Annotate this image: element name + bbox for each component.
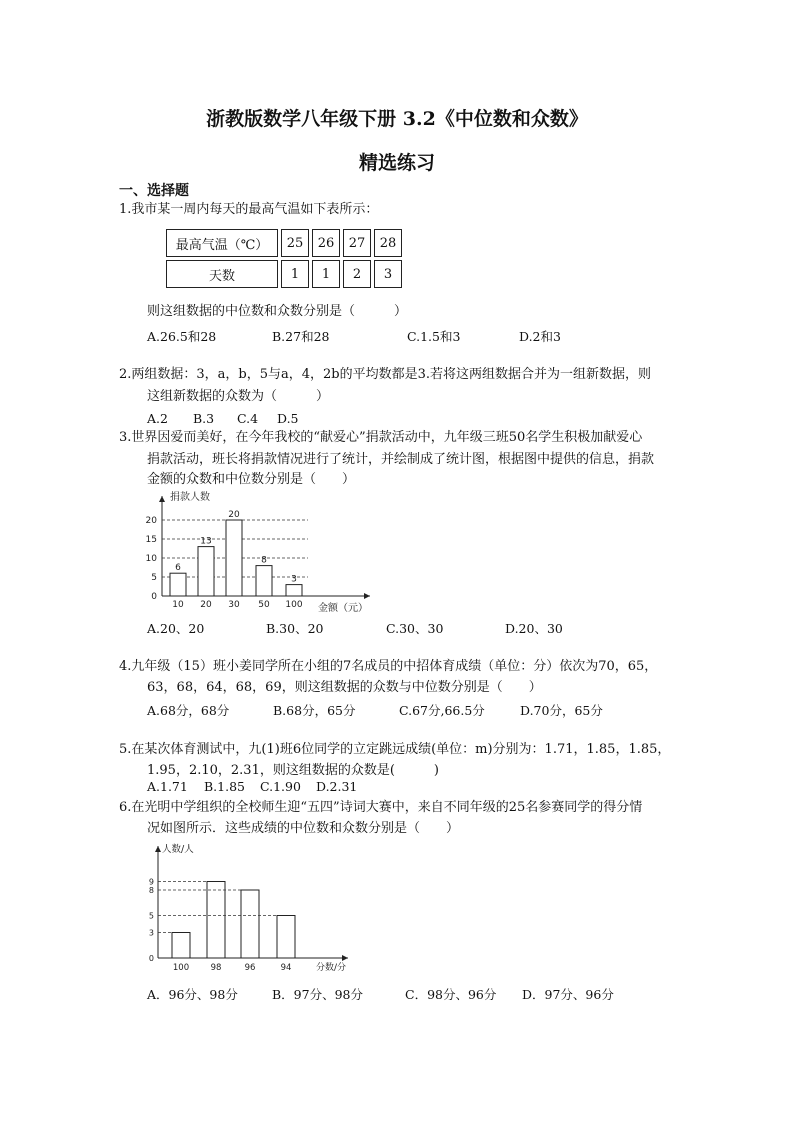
q3-line-2: 捐款活动，班长将捐款情况进行了统计，并绘制成了统计图，根据图中提供的信息，捐款	[147, 452, 655, 467]
table-row	[166, 260, 402, 288]
bar	[226, 520, 242, 596]
y-tick-label: 9	[148, 877, 154, 887]
q6-line-1: 6.在光明中学组织的全校师生迎“五四”诗词大赛中，来自不同年级的25名参赛同学的得分情	[119, 800, 643, 815]
q6-line-2: 况如图所示．这些成绩的中位数和众数分别是（ ）	[147, 821, 460, 836]
q4-line-1: 4.九年级（15）班小姜同学所在小组的7名成员的中招体育成绩（单位：分）依次为70，65，	[119, 659, 658, 674]
y-tick-label: 8	[148, 886, 154, 895]
y-tick-label: 20	[145, 516, 157, 526]
q3-option-a: A.20、20	[147, 621, 205, 636]
q3-line-1: 3.世界因爱而美好，在今年我校的“献爱心”捐款活动中，九年级三班50名学生积极加献爱心	[119, 430, 643, 445]
table-cell: 1	[312, 260, 340, 288]
q4-option-c: C.67分,66.5分	[399, 703, 485, 718]
bar	[172, 933, 190, 959]
bar	[277, 916, 295, 959]
bar-value-label: 20	[228, 510, 240, 520]
y-tick-label: 0	[148, 954, 154, 963]
document-subtitle: 精选练习	[358, 152, 435, 174]
x-tick-label: 20	[200, 600, 212, 610]
q5-line-1: 5.在某次体育测试中，九(1)班6位同学的立定跳远成绩(单位：m)分别为：1.71，1.85，1.85，	[119, 742, 671, 757]
q2-line-2: 这组新数据的众数为（ ）	[147, 389, 330, 404]
y-tick-label: 10	[145, 554, 157, 564]
x-axis-label: 金额（元）	[318, 603, 368, 614]
q2-option-a: A.2	[147, 411, 168, 426]
temperature-table	[163, 226, 405, 291]
score-bar-chart	[140, 840, 370, 975]
table-header-cell: 天数	[166, 260, 278, 288]
x-tick-label: 100	[285, 600, 303, 610]
x-tick-label: 10	[172, 600, 184, 610]
q2-line-1: 2.两组数据：3，a，b，5与a，4，2b的平均数都是3.若将这两组数据合并为一组新数据，则	[119, 367, 652, 382]
table-row	[166, 229, 402, 257]
q2-option-c: C.4	[237, 411, 259, 426]
table-cell: 28	[374, 229, 402, 257]
q5-option-d: D.2.31	[316, 779, 358, 794]
table-cell: 3	[374, 260, 402, 288]
y-tick-label: 5	[151, 573, 157, 583]
q4-option-a: A.68分，68分	[147, 703, 230, 718]
q5-option-b: B.1.85	[204, 779, 245, 794]
bar-value-label: 13	[200, 536, 212, 547]
bar-value-label: 8	[261, 555, 267, 566]
y-axis-arrow	[155, 846, 161, 852]
q6-option-b: B．97分、98分	[272, 987, 363, 1002]
x-tick-label: 100	[172, 963, 190, 973]
table-cell: 25	[281, 229, 309, 257]
bar	[256, 566, 272, 596]
q1-question: 则这组数据的中位数和众数分别是（ ）	[147, 304, 408, 319]
y-tick-label: 5	[148, 911, 154, 921]
bar	[207, 882, 225, 959]
table-cell: 26	[312, 229, 340, 257]
q3-option-b: B.30、20	[266, 621, 324, 636]
q1-option-c: C.1.5和3	[407, 329, 461, 344]
q2-option-b: B.3	[193, 411, 215, 426]
table-cell: 2	[343, 260, 371, 288]
x-tick-label: 96	[244, 963, 256, 973]
table-cell: 27	[343, 229, 371, 257]
donation-bar-chart	[140, 490, 380, 618]
x-tick-label: 50	[258, 600, 270, 610]
q6-option-a: A．96分、98分	[147, 987, 238, 1002]
bar	[198, 547, 214, 596]
x-tick-label: 98	[210, 963, 222, 973]
x-axis-arrow	[342, 955, 348, 961]
bar	[170, 573, 186, 596]
q1-option-a: A.26.5和28	[147, 329, 217, 344]
q4-option-d: D.70分，65分	[520, 703, 603, 718]
q1-stem: 1.我市某一周内每天的最高气温如下表所示：	[119, 202, 379, 217]
y-tick-label: 3	[148, 928, 154, 938]
x-tick-label: 30	[228, 600, 240, 610]
x-axis-label: 分数/分	[316, 963, 347, 973]
q4-line-2: 63，68，64，68，69，则这组数据的众数与中位数分别是（ ）	[147, 680, 542, 695]
document-title: 浙教版数学八年级下册 3.2《中位数和众数》	[206, 108, 588, 130]
bar-value-label: 6	[175, 563, 181, 574]
q5-option-a: A.1.71	[147, 779, 188, 794]
q4-option-b: B.68分，65分	[273, 703, 356, 718]
q5-option-c: C.1.90	[260, 779, 301, 794]
q2-option-d: D.5	[277, 411, 299, 426]
y-tick-label: 15	[145, 535, 157, 545]
bar	[286, 585, 302, 596]
q1-option-b: B.27和28	[272, 329, 330, 344]
y-tick-label: 0	[151, 592, 157, 602]
bar-value-label: 3	[291, 574, 297, 585]
table-header-cell: 最高气温（℃）	[166, 229, 278, 257]
x-tick-label: 94	[280, 963, 292, 973]
q3-option-c: C.30、30	[386, 621, 444, 636]
y-axis-label: 人数/人	[162, 844, 194, 855]
q6-option-d: D．97分、96分	[522, 987, 614, 1002]
y-axis-arrow	[159, 496, 165, 502]
y-axis-label: 捐款人数	[170, 492, 210, 503]
section-heading: 一、选择题	[119, 183, 189, 199]
q5-line-2: 1.95，2.10，2.31，则这组数据的众数是( )	[147, 763, 439, 778]
table-cell: 1	[281, 260, 309, 288]
q3-option-d: D.20、30	[505, 621, 563, 636]
q6-option-c: C．98分、96分	[405, 987, 497, 1002]
q3-line-3: 金额的众数和中位数分别是（ ）	[147, 472, 356, 487]
x-axis-arrow	[364, 593, 370, 599]
bar	[241, 890, 259, 958]
q1-option-d: D.2和3	[519, 329, 561, 344]
